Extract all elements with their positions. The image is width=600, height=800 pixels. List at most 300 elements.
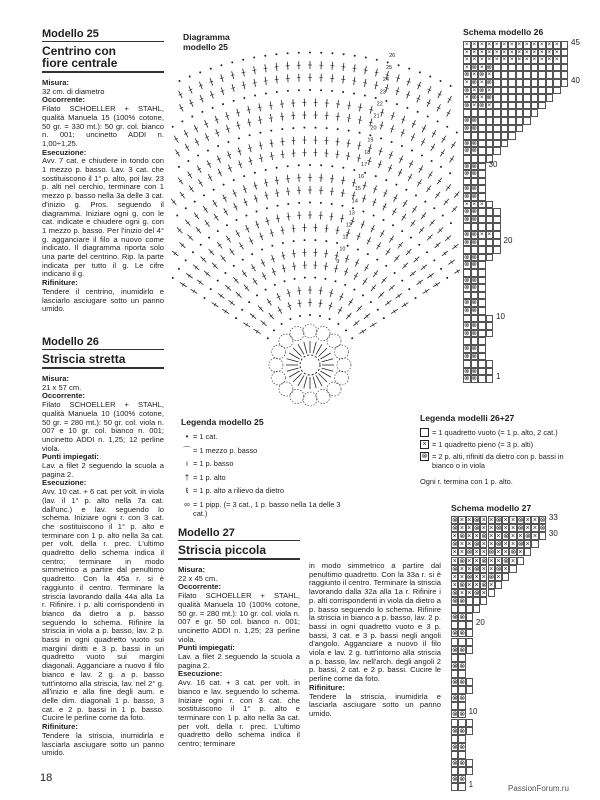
- grid-cell: ⊗: [471, 322, 478, 330]
- grid-cell: ×: [496, 548, 501, 557]
- stitch-cross: [352, 81, 356, 82]
- row-number-label: 1: [468, 780, 474, 790]
- grid-cell: ×: [525, 540, 530, 549]
- chain-dot: [354, 55, 356, 57]
- stitch-cross: [256, 330, 258, 333]
- round-number-label: 11: [342, 234, 349, 241]
- grid-cell: ×: [496, 532, 501, 541]
- grid-cell: [508, 71, 516, 79]
- chain-dot: [320, 89, 322, 91]
- chain-dot: [210, 288, 212, 290]
- grid-cell: ⊗: [464, 117, 470, 124]
- legend-text: = 1 p. basso: [193, 459, 234, 468]
- grid-cell: ×: [524, 41, 529, 48]
- chain-dot: [243, 97, 245, 99]
- chain-dot: [405, 189, 407, 191]
- chain-dot: [287, 165, 289, 167]
- grid-cell: [451, 654, 458, 662]
- grid-cell: [538, 79, 546, 87]
- grid-cell: [458, 686, 465, 694]
- stitch-mark: [316, 375, 322, 385]
- grid-cell: [478, 185, 486, 193]
- model26-misura-head: Misura:: [42, 373, 70, 383]
- chain-dot: [314, 239, 316, 241]
- grid-cell: [502, 573, 509, 581]
- stitch-cross: [347, 105, 351, 106]
- grid-cell: ×: [474, 532, 479, 541]
- stitch-cross: [292, 266, 296, 267]
- grid-cell: ⊗: [466, 548, 473, 557]
- chain-dot: [233, 179, 235, 181]
- grid-cell: [463, 178, 471, 186]
- grid-cell: [493, 246, 501, 254]
- grid-cell: ×: [481, 516, 486, 524]
- grid-cell: ×: [510, 524, 516, 533]
- grid-cell: [546, 94, 554, 102]
- grid-cell: [493, 132, 501, 140]
- round-number-label: 22: [376, 101, 383, 108]
- grid-cell: [493, 87, 501, 95]
- model25-subtitle-line1: Centrino con: [42, 44, 116, 58]
- grid-cell: ×: [517, 41, 522, 48]
- grid-cell: ⊗: [473, 588, 480, 597]
- grid-cell: [531, 94, 539, 102]
- schema26-grid: [463, 38, 580, 383]
- grid-cell: ×: [481, 540, 486, 549]
- chain-dot: [284, 280, 286, 282]
- grid-cell: ×: [509, 56, 514, 64]
- stitch-cross: [264, 81, 268, 82]
- chain-dot: [254, 95, 256, 97]
- petal-loop: [279, 334, 293, 348]
- chain-dot: [365, 57, 367, 59]
- grid-cell: ×: [479, 79, 484, 86]
- chain-dot: [329, 318, 331, 320]
- chain-dot: [336, 242, 338, 244]
- grid-cell: ⊗: [464, 71, 470, 79]
- grid-cell: ⊗: [471, 139, 478, 147]
- grid-cell: ⊗: [495, 524, 502, 533]
- chain-dot: [387, 61, 389, 63]
- grid-cell: ⊗: [481, 556, 488, 565]
- grid-cell: [501, 117, 509, 125]
- chain-dot: [440, 268, 442, 270]
- grid-cell: [516, 102, 524, 110]
- grid-cell: [493, 117, 501, 125]
- grid-cell: ×: [474, 580, 479, 589]
- grid-cell: ⊗: [479, 71, 485, 79]
- chain-dot: [450, 85, 452, 87]
- legend-item: [181, 500, 351, 518]
- grid-cell: [486, 375, 494, 383]
- chain-dot: [385, 265, 387, 267]
- grid-cell: [508, 79, 516, 87]
- petal-loop: [334, 345, 348, 359]
- grid-cell: [516, 64, 524, 72]
- row-number-label: 45: [571, 38, 580, 47]
- chain-dot: [298, 202, 300, 204]
- grid-cell: [488, 589, 495, 597]
- grid-cell: [493, 94, 501, 102]
- grid-cell: ×: [472, 200, 477, 208]
- grid-cell: ×: [489, 516, 494, 524]
- grid-cell: ×: [503, 524, 508, 533]
- grid-cell: ×: [467, 532, 472, 541]
- grid-cell: ×: [539, 56, 544, 64]
- chain-dot: [398, 64, 400, 66]
- grid-cell: ×: [459, 588, 465, 597]
- grid-cell: ×: [467, 556, 472, 565]
- chain-dot: [298, 52, 300, 54]
- chain-dot: [343, 53, 345, 55]
- grid-cell: [451, 783, 458, 791]
- chain-dot: [294, 278, 296, 280]
- grid-cell: [466, 686, 473, 694]
- grid-cell: ⊗: [459, 580, 466, 589]
- grid-cell: ⊗: [464, 86, 470, 94]
- grid-cell: ⊗: [452, 775, 458, 784]
- grid-cell: [508, 87, 516, 95]
- chain-dot: [223, 184, 225, 186]
- petal-loop: [272, 371, 286, 385]
- grid-cell: [509, 565, 516, 573]
- grid-cell: [546, 64, 554, 72]
- round-number-label: 16: [357, 174, 365, 181]
- stitch-mark: [304, 377, 307, 389]
- model25-subtitle: [42, 45, 164, 73]
- chain-dot: [201, 111, 203, 113]
- grid-cell: [531, 71, 539, 79]
- chain-dot: [353, 289, 355, 291]
- model27-rifinitura: Tendere la striscia, inumidirla e lasciarla asciugare sotto un panno umido.: [309, 691, 441, 718]
- grid-cell: [531, 102, 539, 110]
- model26-esecuzione-head: Esecuzione:: [42, 478, 87, 488]
- grid-cell: ⊗: [464, 375, 470, 383]
- chain-dot: [185, 207, 187, 209]
- model26-title: Modello 26: [42, 336, 164, 350]
- grid-cell: ⊗: [471, 375, 478, 383]
- grid-cell: [493, 140, 501, 148]
- stitch-cross: [363, 280, 366, 282]
- chain-dot: [376, 59, 378, 61]
- grid-cell: [451, 605, 458, 613]
- grid-cell: ×: [464, 56, 469, 64]
- stitch-cross: [179, 180, 182, 182]
- model26-occorrente: Filato SCHOELLER + STAHL, qualità Manuela 10 (100% cotone, 50 gr. = 280 mt.): 50 gr. col. viola n. 007 e 10 gr. col. bianco n. 001; uncinetto ADDI n. 1,25; 12 perline viola.: [42, 400, 164, 453]
- stitch-cross: [268, 301, 271, 303]
- grid-cell: ×: [481, 564, 486, 573]
- grid-cell: ⊗: [459, 694, 466, 703]
- stitch-mark: [318, 373, 326, 381]
- chain-dot: [309, 314, 311, 316]
- model25-esecuzione: Avv. 7 cat. e chiudere in tondo con 1 mezzo p. basso. Lav. 3 cat. che sostituiscono il 1° p. alto, poi lav. 23 p. alti nel cerchio, terminare con 1 mezzo p. basso nella 3a delle 3 cat. d'inizio g. Pros. seguendo il diagramma. Iniziare ogni g. con le cat. indicate e chiudere ogni g. con 1 mezzo p. basso. Per l'inizio del 4° g. agganciare il filo a nuovo come indicato. Il diagramma riporta solo una parte del centrino. Rip. la parte indicata per tutto il g. Le cifre indicano il g.: [42, 156, 164, 279]
- chain-dot: [203, 297, 205, 299]
- chain-dot: [440, 166, 442, 168]
- chain-dot: [176, 214, 178, 216]
- chain-dot: [265, 169, 267, 171]
- grid-cell: ⊗: [459, 661, 466, 670]
- legend-symbol-icon: ⊗: [421, 453, 428, 460]
- grid-cell: ×: [481, 572, 486, 581]
- grid-cell: ×: [467, 540, 472, 549]
- grid-cell: [451, 686, 458, 694]
- model27-rifinitura-head: Rifiniture:: [309, 682, 345, 692]
- grid-cell: ×: [503, 548, 508, 557]
- grid-cell: [451, 735, 458, 743]
- grid-cell: ×: [532, 41, 537, 48]
- grid-cell: ×: [452, 580, 457, 589]
- stitch-cross: [362, 330, 364, 333]
- grid-cell: ×: [472, 48, 477, 56]
- grid-cell: ⊗: [495, 564, 502, 573]
- grid-cell: ⊗: [486, 63, 493, 71]
- chain-dot: [292, 127, 294, 129]
- grid-cell: [523, 64, 531, 72]
- grid-cell: ⊗: [471, 284, 478, 292]
- grid-cell: ⊗: [471, 231, 478, 238]
- stitch-cross: [253, 280, 256, 282]
- stitch-cross: [270, 156, 274, 157]
- grid-cell: ×: [459, 564, 465, 573]
- model25-misura-head: Misura:: [42, 78, 70, 87]
- chain-dot: [395, 184, 397, 186]
- grid-cell: [523, 102, 531, 110]
- grid-cell: [531, 87, 539, 95]
- grid-cell: ×: [518, 548, 523, 557]
- grid-cell: [478, 353, 486, 361]
- grid-cell: ×: [472, 71, 477, 79]
- petal-loop: [290, 327, 304, 341]
- grid-cell: [501, 132, 509, 140]
- chain-dot: [385, 100, 387, 102]
- stitch-cross: [215, 216, 218, 218]
- grid-cell: ⊗: [488, 572, 495, 581]
- grid-cell: ⊗: [473, 524, 480, 533]
- schema26-title: Schema modello 26: [463, 27, 544, 37]
- chain-dot: [185, 259, 187, 261]
- grid-cell: ⊗: [464, 170, 470, 178]
- model26-punti: Lav. a filet 2 seguendo la scuola a pagina 2.: [42, 461, 164, 479]
- chain-dot: [418, 244, 420, 246]
- stitch-mark: [298, 344, 304, 354]
- schema27-title: Schema modello 27: [451, 503, 532, 513]
- grid-cell: ×: [479, 200, 484, 208]
- grid-cell: [486, 208, 494, 216]
- grid-cell: ⊗: [471, 94, 478, 102]
- petal-loop: [269, 358, 283, 372]
- page-number: 18: [40, 772, 53, 784]
- grid-cell: ×: [494, 56, 499, 64]
- grid-cell: [516, 125, 524, 133]
- chain-dot: [276, 167, 278, 169]
- petal-loop: [303, 324, 317, 338]
- stitch-cross: [253, 82, 257, 83]
- grid-cell: [493, 216, 501, 224]
- round-number-label: 19: [367, 137, 374, 144]
- stitch-cross: [281, 230, 285, 231]
- chain-dot: [411, 150, 413, 152]
- grid-cell: ⊗: [471, 367, 478, 375]
- grid-cell: ⊗: [464, 299, 470, 307]
- row-number-label: 10: [468, 707, 478, 717]
- grid-cell: ⊗: [464, 215, 470, 223]
- chain-dot: [433, 259, 435, 261]
- model27-subtitle: Striscia piccola: [178, 544, 300, 560]
- grid-cell: ×: [494, 48, 499, 56]
- chain-dot: [421, 155, 423, 157]
- model26-subtitle: Striscia stretta: [42, 353, 164, 369]
- grid-cell: [463, 155, 471, 163]
- chain-dot: [276, 91, 278, 93]
- grid-cell: ⊗: [459, 613, 466, 622]
- chain-dot: [275, 53, 277, 55]
- grid-cell: [458, 670, 465, 678]
- grid-cell: [458, 719, 465, 727]
- grid-cell: ⊗: [486, 94, 493, 102]
- row-number-label: 30: [548, 529, 558, 539]
- chain-dot: [287, 203, 289, 205]
- grid-cell: ⊗: [452, 588, 458, 597]
- stitch-cross: [281, 154, 285, 155]
- grid-cell: [493, 231, 501, 239]
- stitch-cross: [324, 253, 328, 254]
- grid-cell: [458, 702, 465, 710]
- chain-dot: [273, 329, 275, 331]
- grid-cell: [508, 125, 516, 133]
- grid-cell: ⊗: [459, 759, 466, 767]
- grid-cell: [480, 597, 487, 605]
- grid-cell: [486, 201, 494, 209]
- petal-loop: [272, 345, 286, 359]
- chain-dot: [274, 284, 276, 286]
- stitch-cross: [214, 303, 216, 306]
- chain-dot: [353, 169, 355, 171]
- grid-cell: [516, 79, 524, 87]
- stitch-cross: [358, 120, 362, 121]
- grid-cell: ×: [539, 48, 544, 56]
- stitch-cross: [425, 290, 427, 293]
- petal-loop: [290, 389, 304, 403]
- stitch-cross: [318, 303, 322, 304]
- grid-cell: ×: [489, 556, 494, 565]
- chain-dot: [200, 244, 202, 246]
- grid-cell: ×: [532, 516, 538, 524]
- grid-cell: [486, 140, 494, 148]
- grid-cell: ×: [479, 94, 484, 102]
- stitch-cross: [298, 303, 302, 304]
- grid-cell: ×: [459, 524, 465, 533]
- stitch-cross: [438, 180, 441, 182]
- legend-text: = 1 cat.: [193, 432, 218, 441]
- stitch-cross: [224, 310, 226, 313]
- grid-cell: ⊗: [464, 329, 470, 337]
- chain-dot: [347, 245, 349, 247]
- grid-cell: [493, 102, 501, 110]
- grid-cell: ×: [467, 580, 472, 589]
- chain-dot: [320, 202, 322, 204]
- model25-misura: 32 cm. di diametro: [42, 86, 105, 96]
- grid-cell: [517, 557, 524, 565]
- grid-cell: [516, 109, 524, 117]
- grid-cell: ×: [487, 231, 492, 238]
- chain-dot: [208, 237, 210, 239]
- grid-cell: [546, 79, 554, 87]
- grid-cell: ⊗: [495, 540, 502, 549]
- model27-misura-head: Misura:: [178, 565, 206, 574]
- stitch-cross: [372, 323, 374, 326]
- grid-cell: ×: [467, 524, 472, 533]
- chain-dot: [233, 100, 235, 102]
- grid-cell: [553, 64, 561, 72]
- row-number-label: 10: [496, 311, 505, 321]
- grid-cell: ×: [532, 48, 537, 56]
- chain-dot: [367, 253, 369, 255]
- stitch-cross: [287, 216, 291, 217]
- stitch-cross: [450, 261, 452, 264]
- grid-cell: ×: [474, 556, 479, 565]
- grid-cell: ⊗: [486, 79, 493, 86]
- grid-cell: [538, 94, 546, 102]
- grid-cell: ⊗: [459, 775, 466, 784]
- grid-cell: ⊗: [464, 307, 470, 314]
- grid-cell: ⊗: [464, 193, 470, 200]
- grid-cell: ×: [547, 56, 552, 64]
- chain-dot: [267, 337, 269, 339]
- stitch-cross: [393, 310, 395, 313]
- round-number-label: 15: [354, 186, 362, 193]
- petal-loop: [327, 334, 341, 348]
- grid-cell: ×: [452, 556, 457, 565]
- grid-cell: [561, 71, 569, 79]
- grid-cell: [451, 702, 458, 710]
- grid-cell: [493, 125, 501, 133]
- stitch-mark: [454, 269, 460, 273]
- grid-cell: [451, 767, 458, 775]
- grid-cell: ×: [503, 516, 508, 524]
- chain-dot: [415, 194, 417, 196]
- petal-loop: [316, 389, 330, 403]
- chain-dot: [375, 175, 377, 177]
- grid-cell: [478, 178, 486, 186]
- legend-item: [181, 473, 351, 482]
- grid-cell: ×: [487, 101, 492, 109]
- grid-cell: [493, 223, 501, 231]
- chain-dot: [345, 329, 347, 331]
- grid-cell: [516, 71, 524, 79]
- legend-text: = 2 p. alti, rifiniti da dietro con p. bassi in bianco o in viola: [432, 452, 564, 470]
- grid-cell: [478, 193, 486, 201]
- grid-cell: ×: [487, 86, 492, 94]
- stitch-cross: [364, 70, 368, 71]
- chain-dot: [259, 132, 261, 134]
- stitch-mark: [320, 353, 330, 359]
- grid-cell: ⊗: [464, 124, 470, 132]
- grid-cell: ⊗: [471, 345, 478, 352]
- grid-cell: [561, 41, 569, 49]
- grid-cell: ⊗: [466, 572, 473, 581]
- model27-esecuzione-b: in modo simmetrico a partire dal penultimo quadretto. Con la 33a r. si è raggiunto il centro. Terminare la striscia lavorando dalla 32a alla 1a r. Rifinire i p. alti corrispondenti in viola da dietro a p. basso seguendo lo schema. Rifinire la striscia in bianco a p. basso, lav. 2 p. bassi in ogni quadretto vuoto e 3 p. bassi, 3 cat. e 3 p. bassi negli angoli d'angolo. Agganciare a nuovo il filo viola e lav. 2 g. tutt'intorno alla striscia a p. basso, lav. nell'arch. degli angoli 2 p. bassi, 2 cat. e 2 p. bassi. Cucire le perline come da foto.: [309, 561, 441, 684]
- grid-cell: [471, 246, 479, 254]
- petal-loop: [279, 382, 293, 396]
- chain-dot: [197, 155, 199, 157]
- grid-cell: ⊗: [464, 162, 470, 170]
- grid-cell: ×: [472, 101, 477, 109]
- model25-rifinitura: Tendere il centrino, inumidirlo e lasciarlo asciugare sotto un panno umido.: [42, 286, 164, 314]
- round-number-label: 20: [370, 125, 377, 132]
- grid-cell: ⊗: [471, 276, 478, 284]
- stitch-cross: [358, 107, 362, 108]
- model26-esecuzione: Avv. 10 cat. + 6 cat. per volt. in viola (lav. il 1° p. alto nella 7a cat. dall'unc.) e lav. seguendo lo schema. Iniziare ogni r. con 3 cat. che sostituiscono il 1° p. alto e terminare con 1 p. alto nella 3a cat. per volt. della r. prec. L'ultimo quadretto dello schema indica il centro; terminare in modo simmetrico a partire dal penultimo quadretto. Con la 45a r. si è raggiunto il centro. Terminare la striscia lavorando dalla 44a alla 1a r. Rifinire. i p. alti corrispondenti in bianco da dietro a p. basso seguendo lo schema. Rifinire la striscia in viola a p. basso, lav. 2 p. bassi in ogni quadretto vuoto sui margini diritti e 3 p. bassi in un quadretto vuoto sui margini diagonali. Agganciare a nuovo il filo bianco e lav. 2 g. a p. basso tutt'intorno alla striscia, lav. nel 2° g. all'inizio e alla fine degli aum. e delle dim. diagonali 1 p. basso, 3 cat. e 2 p. bassi in 1 p. basso. Cucire le perline come da foto.: [42, 487, 164, 723]
